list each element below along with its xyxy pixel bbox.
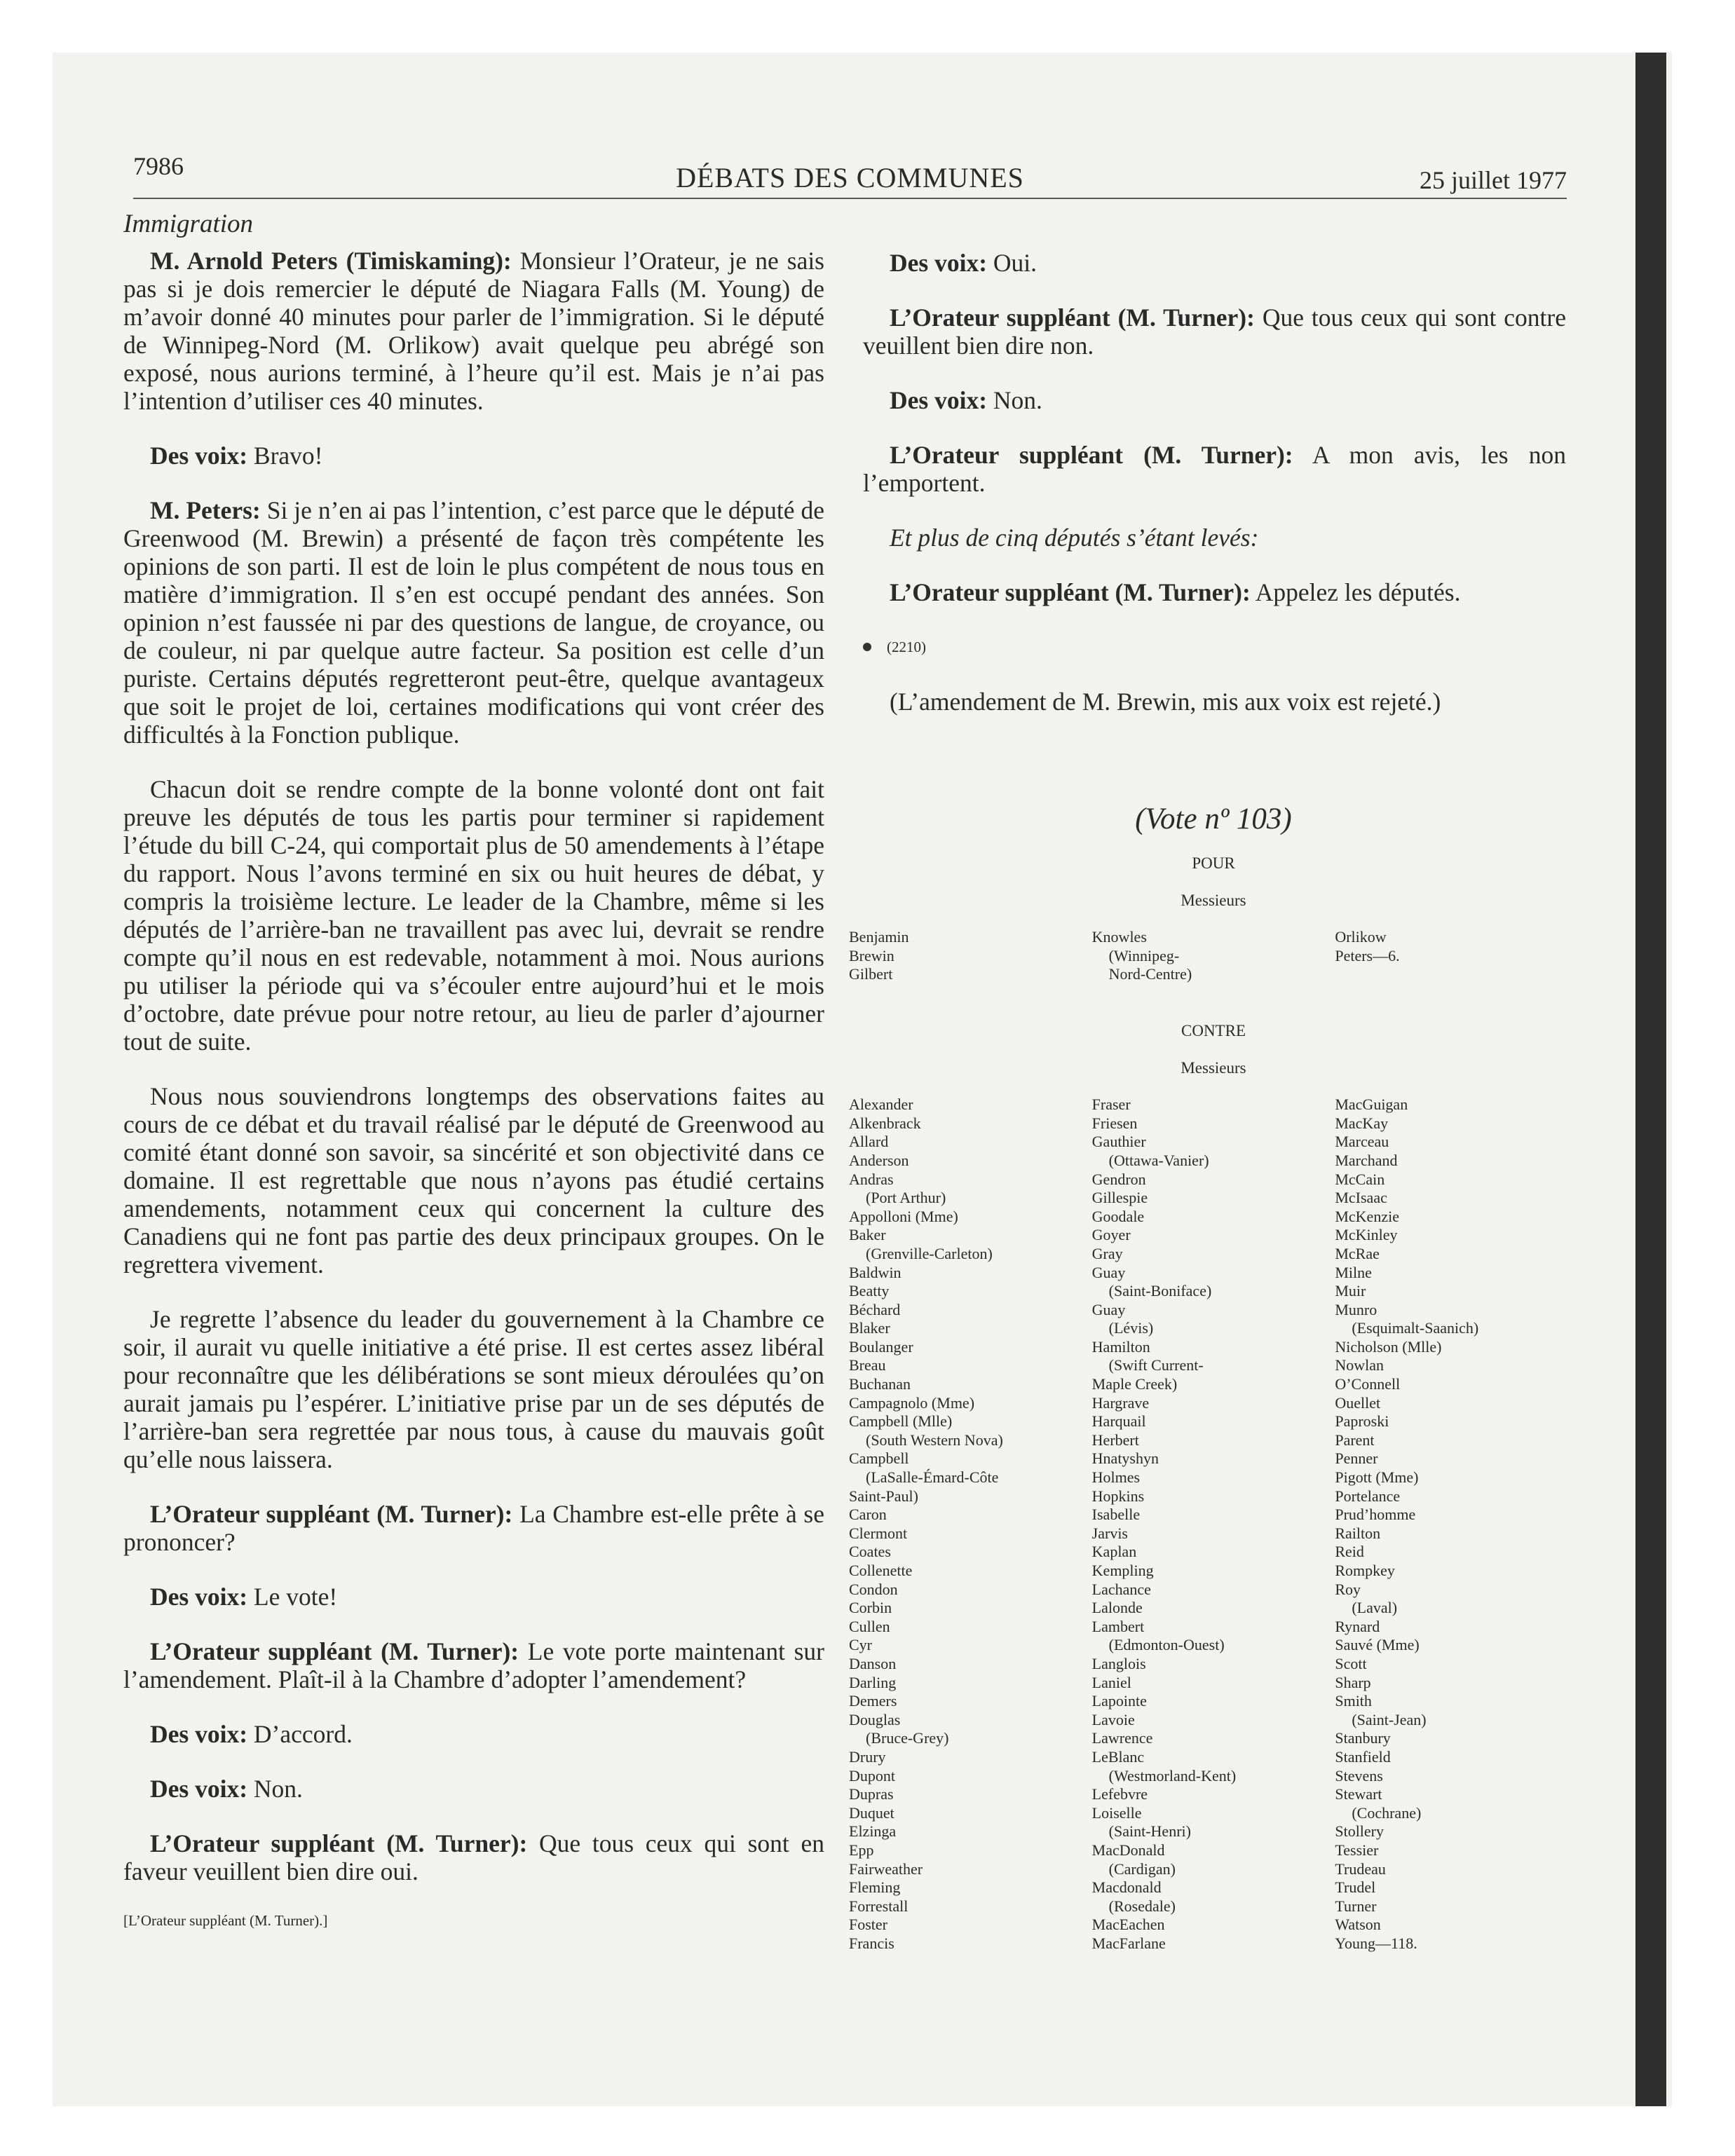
member-name: Trudel bbox=[1335, 1878, 1376, 1897]
speech-text: Non. bbox=[253, 1775, 303, 1803]
member-name: Allard bbox=[849, 1133, 889, 1151]
member-name: Nowlan bbox=[1335, 1356, 1384, 1374]
pour-label: POUR bbox=[1192, 854, 1235, 872]
member-name: (Esquimalt-Saanich) bbox=[1352, 1319, 1479, 1337]
member-name: McIsaac bbox=[1335, 1189, 1387, 1207]
pour-names bbox=[849, 928, 1578, 984]
speech-text: Appelez les députés. bbox=[1255, 578, 1461, 606]
page-number: 7986 bbox=[133, 152, 184, 180]
speaker-name: M. Arnold Peters (Timiskaming): bbox=[150, 247, 512, 275]
member-name: Friesen bbox=[1091, 1114, 1138, 1132]
member-name: LeBlanc bbox=[1091, 1747, 1145, 1766]
speaker-name: L’Orateur suppléant (M. Turner): bbox=[150, 1500, 513, 1528]
member-name: Douglas bbox=[849, 1710, 901, 1728]
member-name: Demers bbox=[849, 1692, 897, 1710]
paragraph bbox=[863, 303, 1566, 360]
member-name: Dupont bbox=[849, 1766, 895, 1785]
member-name: Lambert bbox=[1091, 1617, 1145, 1635]
member-name: Tessier bbox=[1335, 1841, 1379, 1859]
section-heading: Immigration bbox=[123, 210, 253, 238]
member-name: MacGuigan bbox=[1335, 1096, 1408, 1114]
member-name: McKenzie bbox=[1335, 1207, 1399, 1225]
member-name: Gilbert bbox=[849, 965, 893, 983]
member-name: Benjamin bbox=[849, 928, 909, 946]
member-name: (Bruce-Grey) bbox=[866, 1729, 949, 1747]
speaker-name: M. Peters: bbox=[150, 496, 261, 524]
speech-text: Si je n’en ai pas l’intention, c’est parce que le député de Greenwood (M. Brewin) a présenté de façon très compétente les opinions de son parti. Il est de loin le plus compétent de nous tous en matière d’immigration. Il s’en est occupé pendant des années. Son opinion n’est faussée ni par des questions de langue, de croyance, ou de couleur, ni par quelque autre facteur. Sa position est celle d’un puriste. Certains députés regretteront peut-être, quelque avantageux que soit le projet de loi, certaines modifications qui vont créer des difficultés à la Fonction publique. bbox=[123, 496, 824, 749]
member-name: Baker bbox=[849, 1226, 886, 1244]
member-name: Langlois bbox=[1091, 1654, 1146, 1672]
speaker-name: Des voix: bbox=[150, 1583, 248, 1611]
member-name: (Saint-Jean) bbox=[1352, 1710, 1427, 1728]
header-rule bbox=[133, 198, 1567, 199]
member-name: Alexander bbox=[849, 1096, 913, 1114]
member-name: (Saint-Boniface) bbox=[1108, 1282, 1212, 1300]
member-name: Pigott (Mme) bbox=[1335, 1468, 1419, 1487]
member-name: (Cardigan) bbox=[1108, 1860, 1176, 1878]
speaker-name: Des voix: bbox=[150, 1720, 248, 1748]
member-name: (Ottawa-Vanier) bbox=[1108, 1151, 1209, 1169]
member-name: Turner bbox=[1335, 1897, 1377, 1915]
member-name: Duquet bbox=[849, 1803, 894, 1822]
member-name: (Laval) bbox=[1352, 1599, 1398, 1617]
member-name: Drury bbox=[849, 1747, 886, 1766]
member-name: MacEachen bbox=[1091, 1916, 1165, 1934]
member-name: Maple Creek) bbox=[1091, 1375, 1178, 1393]
member-name: MacDonald bbox=[1091, 1841, 1165, 1859]
member-name: Stevens bbox=[1335, 1766, 1383, 1785]
paragraph bbox=[123, 1829, 824, 1885]
member-name: Reid bbox=[1335, 1543, 1364, 1561]
page-date: 25 juillet 1977 bbox=[1420, 166, 1567, 194]
vote-record bbox=[849, 803, 1578, 1953]
member-name: Prud’homme bbox=[1335, 1506, 1416, 1524]
member-name: Fraser bbox=[1091, 1096, 1131, 1114]
member-name: Hargrave bbox=[1091, 1393, 1150, 1412]
member-name: Stanbury bbox=[1335, 1729, 1391, 1747]
member-name: Railton bbox=[1335, 1524, 1381, 1542]
member-name: Andras bbox=[849, 1170, 894, 1188]
speaker-name: Des voix: bbox=[890, 386, 988, 414]
speech-text: Oui. bbox=[993, 249, 1037, 277]
paragraph: Je regrette l’absence du leader du gouvernement à la Chambre ce soir, il aurait vu quelle initiative a été prise. Il est certes assez libéral pour reconnaître que les délibérations se sont mieux déroulées qu’on aurait jamais pu l’espérer. L’initiative prise par un de ses députés de l’arrière-ban sera regrettée par nous tous, à cause du mauvais goût qu’elle nous laissera. bbox=[123, 1305, 824, 1473]
member-name: MacFarlane bbox=[1091, 1934, 1166, 1952]
member-name: Macdonald bbox=[1091, 1878, 1162, 1897]
time-marker bbox=[863, 633, 1566, 661]
member-name: (LaSalle-Émard-Côte bbox=[866, 1468, 999, 1487]
member-name: Jarvis bbox=[1091, 1524, 1128, 1542]
member-name: Lefebvre bbox=[1091, 1785, 1148, 1803]
member-name: Beatty bbox=[849, 1282, 890, 1300]
speaker-name: L’Orateur suppléant (M. Turner): bbox=[890, 303, 1255, 332]
member-name: Buchanan bbox=[849, 1375, 911, 1393]
publication-title: DÉBATS DES COMMUNES bbox=[676, 162, 1024, 193]
speech-text: A mon avis, les non l’emportent. bbox=[863, 441, 1566, 497]
member-name: Muir bbox=[1335, 1282, 1366, 1300]
member-name: Ouellet bbox=[1335, 1393, 1381, 1412]
member-name: Blaker bbox=[849, 1319, 890, 1337]
member-name: Gauthier bbox=[1091, 1133, 1146, 1151]
member-name: Hamilton bbox=[1091, 1337, 1150, 1356]
member-name: Baldwin bbox=[849, 1263, 901, 1281]
member-name: Gendron bbox=[1091, 1170, 1146, 1188]
contre-column-2 bbox=[1092, 1096, 1335, 1953]
member-name: (Westmorland-Kent) bbox=[1108, 1766, 1237, 1785]
speaker-name: L’Orateur suppléant (M. Turner): bbox=[890, 441, 1293, 469]
member-name: Nicholson (Mlle) bbox=[1335, 1337, 1442, 1356]
member-name: Kaplan bbox=[1091, 1543, 1137, 1561]
member-name: Watson bbox=[1335, 1916, 1381, 1934]
member-name: Guay bbox=[1091, 1263, 1126, 1281]
paragraph bbox=[863, 386, 1566, 414]
speaker-name: L’Orateur suppléant (M. Turner): bbox=[890, 578, 1251, 606]
member-name: Coates bbox=[849, 1543, 891, 1561]
member-name: Danson bbox=[849, 1654, 897, 1672]
member-name: Scott bbox=[1335, 1654, 1367, 1672]
member-name: Laniel bbox=[1091, 1673, 1131, 1691]
member-name: Rynard bbox=[1335, 1617, 1380, 1635]
member-name: Campbell (Mlle) bbox=[849, 1412, 953, 1431]
member-name: Peters—6. bbox=[1335, 946, 1400, 964]
member-name: Campbell bbox=[849, 1449, 909, 1468]
member-name: Paproski bbox=[1335, 1412, 1389, 1431]
contre-column-1 bbox=[849, 1096, 1092, 1953]
speech-text: Non. bbox=[993, 386, 1042, 414]
member-name: Loiselle bbox=[1091, 1803, 1142, 1822]
paragraph bbox=[123, 1637, 824, 1693]
member-name: Guay bbox=[1091, 1300, 1126, 1318]
left-column bbox=[123, 210, 824, 1961]
member-name: Orlikow bbox=[1335, 928, 1387, 946]
member-name: McRae bbox=[1335, 1244, 1380, 1262]
member-name: Rompkey bbox=[1335, 1562, 1395, 1579]
paragraph: Nous nous souviendrons longtemps des observations faites au cours de ce débat et du travail réalisé par le député de Greenwood au comité étant donné son savoir, sa sincérité et son objectivité dans ce domaine. Il est regrettable que nous n’ayons pas étudié certains amendements, notamment ceux qui concernent la culture des Canadiens qui ne font pas partie des deux principaux groupes. On le regrettera vivement. bbox=[123, 1082, 824, 1278]
member-name: McCain bbox=[1335, 1170, 1385, 1188]
page-header bbox=[133, 151, 1567, 200]
member-name: (Winnipeg- bbox=[1108, 946, 1180, 964]
member-name: Corbin bbox=[849, 1599, 892, 1617]
member-name: Stewart bbox=[1335, 1785, 1382, 1803]
member-name: Cullen bbox=[849, 1617, 890, 1635]
member-name: Munro bbox=[1335, 1300, 1377, 1318]
stage-direction: Et plus de cinq députés s’étant levés: bbox=[890, 524, 1259, 552]
paragraph bbox=[863, 249, 1566, 277]
member-name: Saint-Paul) bbox=[849, 1487, 918, 1505]
member-name: Forrestall bbox=[849, 1897, 909, 1915]
member-name: Clermont bbox=[849, 1524, 908, 1542]
member-name: Stollery bbox=[1335, 1822, 1384, 1841]
contre-label: CONTRE bbox=[1181, 1021, 1246, 1039]
contre-names bbox=[849, 1096, 1578, 1953]
member-name: Sauvé (Mme) bbox=[1335, 1636, 1420, 1654]
member-name: Foster bbox=[849, 1916, 887, 1934]
member-name: Fleming bbox=[849, 1878, 901, 1897]
speech-text: Que tous ceux qui sont contre veuillent bien dire non. bbox=[863, 303, 1567, 360]
member-name: Lavoie bbox=[1091, 1710, 1135, 1728]
member-name: O’Connell bbox=[1335, 1375, 1401, 1393]
member-name: (Saint-Henri) bbox=[1108, 1822, 1191, 1841]
member-name: Young—118. bbox=[1335, 1934, 1417, 1952]
member-name: Roy bbox=[1335, 1580, 1361, 1598]
member-name: (Cochrane) bbox=[1352, 1803, 1422, 1822]
member-name: Penner bbox=[1335, 1449, 1378, 1468]
member-name: Smith bbox=[1335, 1692, 1372, 1710]
speaker-name: Des voix: bbox=[150, 442, 248, 470]
speaker-name: L’Orateur suppléant (M. Turner): bbox=[150, 1637, 519, 1665]
member-name: Parent bbox=[1335, 1431, 1375, 1449]
member-name: Campagnolo (Mme) bbox=[849, 1393, 975, 1412]
speech-text: D’accord. bbox=[253, 1720, 353, 1748]
paragraph bbox=[863, 578, 1566, 606]
member-name: Herbert bbox=[1091, 1431, 1139, 1449]
member-name: Milne bbox=[1335, 1263, 1372, 1281]
member-name: Stanfield bbox=[1335, 1747, 1391, 1766]
member-name: Epp bbox=[849, 1841, 874, 1859]
member-name: Boulanger bbox=[849, 1337, 913, 1356]
paragraph: Chacun doit se rendre compte de la bonne volonté dont ont fait preuve les députés de tous les partis pour terminer si rapidement l’étude du bill C-24, qui comportait plus de 50 amendements à l’étape du rapport. Nous l’avons terminé en six ou huit heures de débat, y compris la troisième lecture. Le leader de la Chambre, même si les députés de l’arrière-ban ne travaillent pas avec lui, devrait se rendre compte qu’il nous en est redevable, notamment à moi. Nous aurions pu utiliser la période qui va s’écouler entre aujourd’hui et le mois d’octobre, date prévue pour notre retour, au lieu de parler d’ajourner tout de suite. bbox=[123, 775, 824, 1056]
member-name: (Rosedale) bbox=[1108, 1897, 1176, 1915]
member-name: Isabelle bbox=[1091, 1506, 1141, 1524]
paragraph bbox=[123, 1775, 824, 1803]
member-name: Lawrence bbox=[1091, 1729, 1153, 1747]
member-name: Lalonde bbox=[1091, 1599, 1143, 1617]
member-name: Goodale bbox=[1091, 1207, 1145, 1225]
member-name: (Port Arthur) bbox=[866, 1189, 946, 1207]
speech-text: Monsieur l’Orateur, je ne sais pas si je dois remercier le député de Niagara Falls (M. Young) de m’avoir donné 40 minutes pour parler de l’immigration. Si le député de Winnipeg-Nord (M. Orlikow) avait quelque peu abrégé son exposé, nous aurions terminé, à l’heure qu’il est. Mais je n’ai pas l’intention d’utiliser ces 40 minutes. bbox=[123, 247, 825, 415]
footnote: [L’Orateur suppléant (M. Turner).] bbox=[123, 1912, 328, 1929]
paragraph bbox=[123, 247, 824, 415]
pour-column-1 bbox=[849, 928, 1092, 984]
contre-column-3 bbox=[1335, 1096, 1578, 1953]
member-name: Holmes bbox=[1091, 1468, 1141, 1487]
vote-title: (Vote nº 103) bbox=[1135, 803, 1292, 835]
speech-text: Que tous ceux qui sont en faveur veuillent bien dire oui. bbox=[123, 1829, 824, 1885]
member-name: Nord-Centre) bbox=[1108, 965, 1192, 983]
paragraph bbox=[863, 441, 1566, 497]
member-name: Fairweather bbox=[849, 1860, 923, 1878]
speech-text: Le vote! bbox=[253, 1583, 338, 1611]
speaker-name: L’Orateur suppléant (M. Turner): bbox=[150, 1829, 528, 1857]
member-name: Gillespie bbox=[1091, 1189, 1148, 1207]
time-marker-text: (2210) bbox=[887, 639, 926, 655]
member-name: Portelance bbox=[1335, 1487, 1401, 1505]
member-name: (Lévis) bbox=[1108, 1319, 1154, 1337]
scan-edge-shadow bbox=[1635, 53, 1666, 2106]
member-name: (Edmonton-Ouest) bbox=[1108, 1636, 1225, 1654]
member-name: (Grenville-Carleton) bbox=[866, 1244, 993, 1262]
paragraph bbox=[123, 442, 824, 470]
member-name: Caron bbox=[849, 1506, 887, 1524]
member-name: Darling bbox=[849, 1673, 897, 1691]
paragraph bbox=[123, 496, 824, 749]
member-name: (South Western Nova) bbox=[866, 1431, 1003, 1449]
vote-result: (L’amendement de M. Brewin, mis aux voix est rejeté.) bbox=[890, 688, 1441, 716]
member-name: Trudeau bbox=[1335, 1860, 1386, 1878]
member-name: Hnatyshyn bbox=[1091, 1449, 1159, 1468]
member-name: Alkenbrack bbox=[849, 1114, 921, 1132]
member-name: MacKay bbox=[1335, 1114, 1389, 1132]
member-name: Dupras bbox=[849, 1785, 894, 1803]
speaker-name: Des voix: bbox=[150, 1775, 248, 1803]
member-name: Knowles bbox=[1091, 928, 1147, 946]
member-name: Sharp bbox=[1335, 1673, 1371, 1691]
member-name: Francis bbox=[849, 1934, 894, 1952]
pour-column-3 bbox=[1335, 928, 1578, 984]
member-name: (Swift Current- bbox=[1108, 1356, 1204, 1374]
member-name: Gray bbox=[1091, 1244, 1123, 1262]
member-name: Harquail bbox=[1091, 1412, 1146, 1431]
member-name: Collenette bbox=[849, 1562, 913, 1579]
member-name: Marchand bbox=[1335, 1151, 1398, 1169]
member-name: McKinley bbox=[1335, 1226, 1398, 1244]
member-name: Marceau bbox=[1335, 1133, 1389, 1151]
member-name: Lapointe bbox=[1091, 1692, 1147, 1710]
speech-text: Le vote porte maintenant sur l’amendement. Plaît-il à la Chambre d’adopter l’amendement? bbox=[123, 1637, 824, 1693]
paragraph bbox=[123, 1583, 824, 1611]
paragraph bbox=[123, 1720, 824, 1748]
member-name: Béchard bbox=[849, 1300, 901, 1318]
member-name: Cyr bbox=[849, 1636, 872, 1654]
member-name: Lachance bbox=[1091, 1580, 1151, 1598]
member-name: Hopkins bbox=[1091, 1487, 1145, 1505]
right-column bbox=[863, 249, 1566, 742]
bullet-icon bbox=[863, 643, 871, 651]
member-name: Elzinga bbox=[849, 1822, 897, 1841]
member-name: Goyer bbox=[1091, 1226, 1131, 1244]
member-name: Appolloni (Mme) bbox=[849, 1207, 958, 1225]
member-name: Breau bbox=[849, 1356, 886, 1374]
member-name: Condon bbox=[849, 1580, 898, 1598]
speech-text: La Chambre est-elle prête à se prononcer? bbox=[123, 1500, 825, 1556]
contre-subheading: Messieurs bbox=[1181, 1058, 1246, 1077]
paragraph bbox=[123, 1500, 824, 1556]
speech-text: Bravo! bbox=[253, 442, 323, 470]
member-name: Anderson bbox=[849, 1151, 909, 1169]
pour-subheading: Messieurs bbox=[1181, 891, 1246, 909]
member-name: Kempling bbox=[1091, 1562, 1154, 1579]
speaker-name: Des voix: bbox=[890, 249, 988, 277]
member-name: Brewin bbox=[849, 946, 894, 964]
pour-column-2 bbox=[1092, 928, 1335, 984]
